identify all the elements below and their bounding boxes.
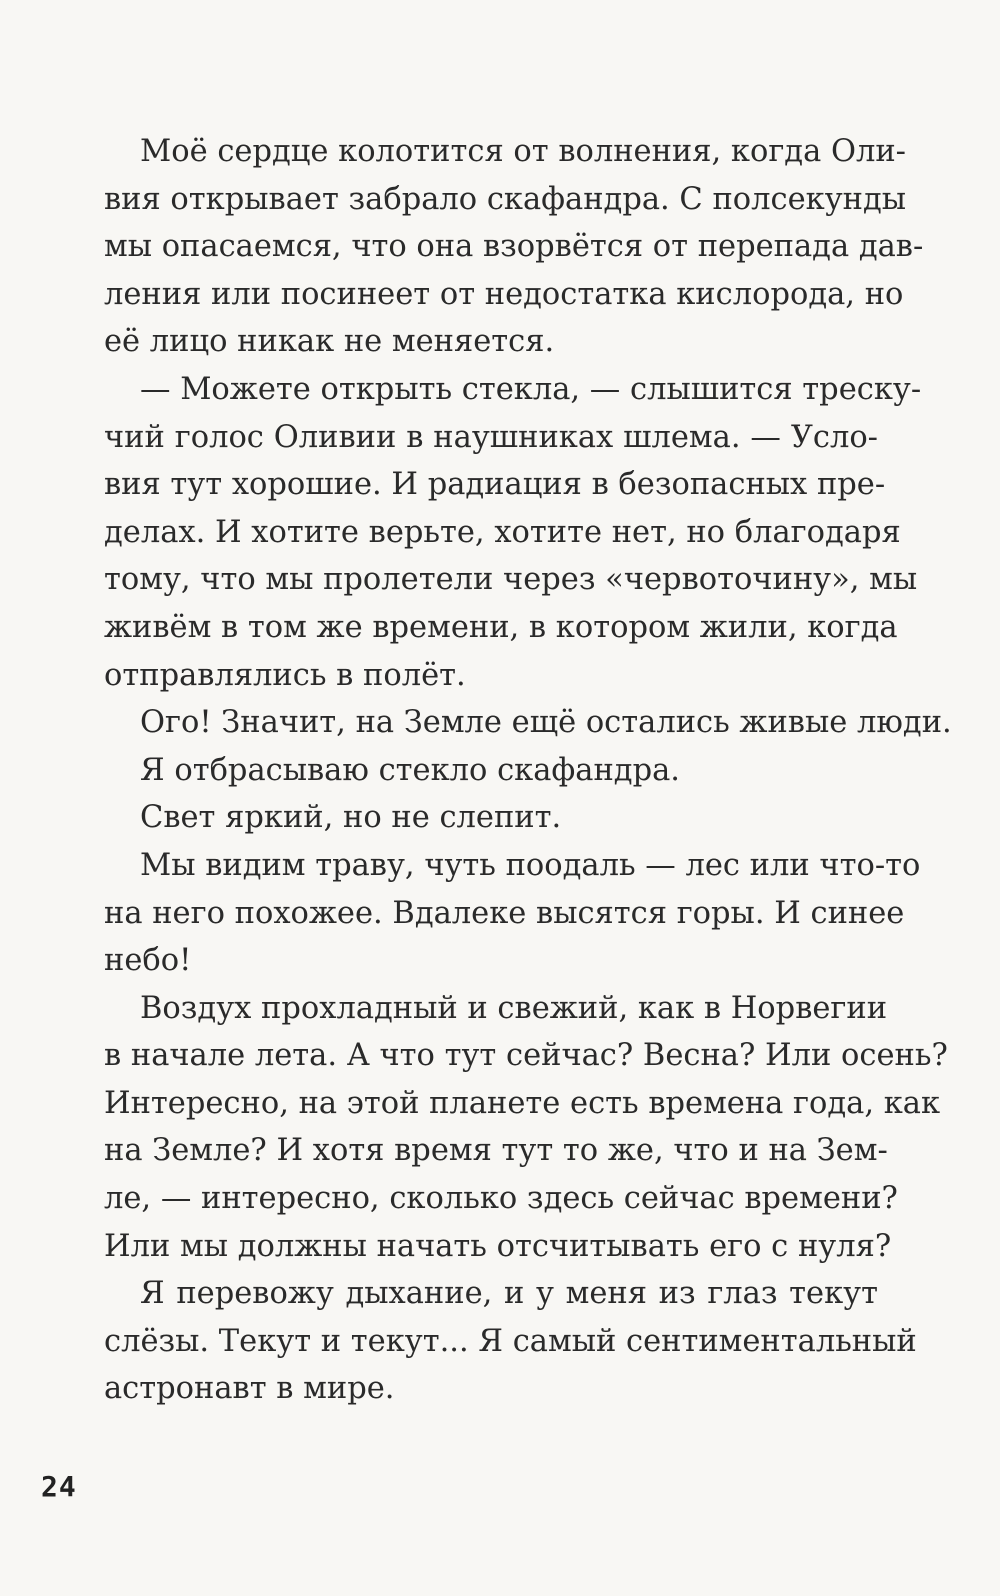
- text-line: слёзы. Текут и текут... Я самый сентиментальный: [104, 1323, 917, 1359]
- text-line: — Можете открыть стекла, — слышится треску-: [140, 371, 922, 407]
- text-line: небо!: [104, 943, 192, 979]
- body-text: [104, 128, 952, 1413]
- text-line: вия тут хорошие. И радиация в безопасных пре-: [104, 467, 886, 503]
- paragraph: [104, 842, 921, 985]
- text-line: Мы видим траву, чуть поодаль — лес или что-то: [140, 847, 921, 883]
- page-number: 24: [41, 1470, 77, 1503]
- text-line: Или мы должны начать отсчитывать его с нуля?: [104, 1228, 892, 1264]
- text-line: Свет яркий, но не слепит.: [140, 800, 562, 836]
- text-line: в начале лета. А что тут сейчас? Весна? Или осень?: [104, 1038, 948, 1074]
- text-line: Интересно, на этой планете есть времена года, как: [104, 1085, 941, 1121]
- text-line: на Земле? И хотя время тут то же, что и на Зем-: [104, 1133, 888, 1169]
- text-line: ления или посинеет от недостатка кислорода, но: [104, 276, 904, 312]
- paragraph: [104, 794, 878, 842]
- text-line: отправлялись в полёт.: [104, 657, 466, 693]
- text-line: тому, что мы пролетели через «червоточину», мы: [104, 562, 918, 598]
- paragraph: [104, 747, 878, 795]
- text-line: живём в том же времени, в котором жили, когда: [104, 609, 898, 645]
- text-line: ле, — интересно, сколько здесь сейчас времени?: [104, 1181, 898, 1217]
- text-line: чий голос Оливии в наушниках шлема. — Усло-: [104, 419, 878, 455]
- text-line: Моё сердце колотится от волнения, когда Оли-: [140, 134, 906, 169]
- text-line: Воздух прохладный и свежий, как в Норвегии: [140, 990, 888, 1026]
- paragraph: [104, 366, 922, 699]
- text-line: делах. И хотите верьте, хотите нет, но благодаря: [104, 514, 901, 550]
- paragraph: [104, 699, 952, 747]
- text-line: Я отбрасываю стекло скафандра.: [140, 752, 680, 788]
- paragraph: [104, 1270, 917, 1413]
- text-line: астронавт в мире.: [104, 1371, 395, 1407]
- text-line: Я перевожу дыхание, и у меня из глаз текут: [140, 1276, 878, 1312]
- paragraph: [104, 128, 924, 366]
- paragraph: [104, 985, 948, 1271]
- text-line: Ого! Значит, на Земле ещё остались живые люди.: [140, 705, 952, 741]
- text-line: мы опасаемся, что она взорвётся от перепада дав-: [104, 229, 924, 265]
- text-line: вия открывает забрало скафандра. С полсекунды: [104, 181, 907, 217]
- text-line: на него похожее. Вдалеке высятся горы. И синее: [104, 895, 905, 931]
- text-line: её лицо никак не меняется.: [104, 324, 555, 360]
